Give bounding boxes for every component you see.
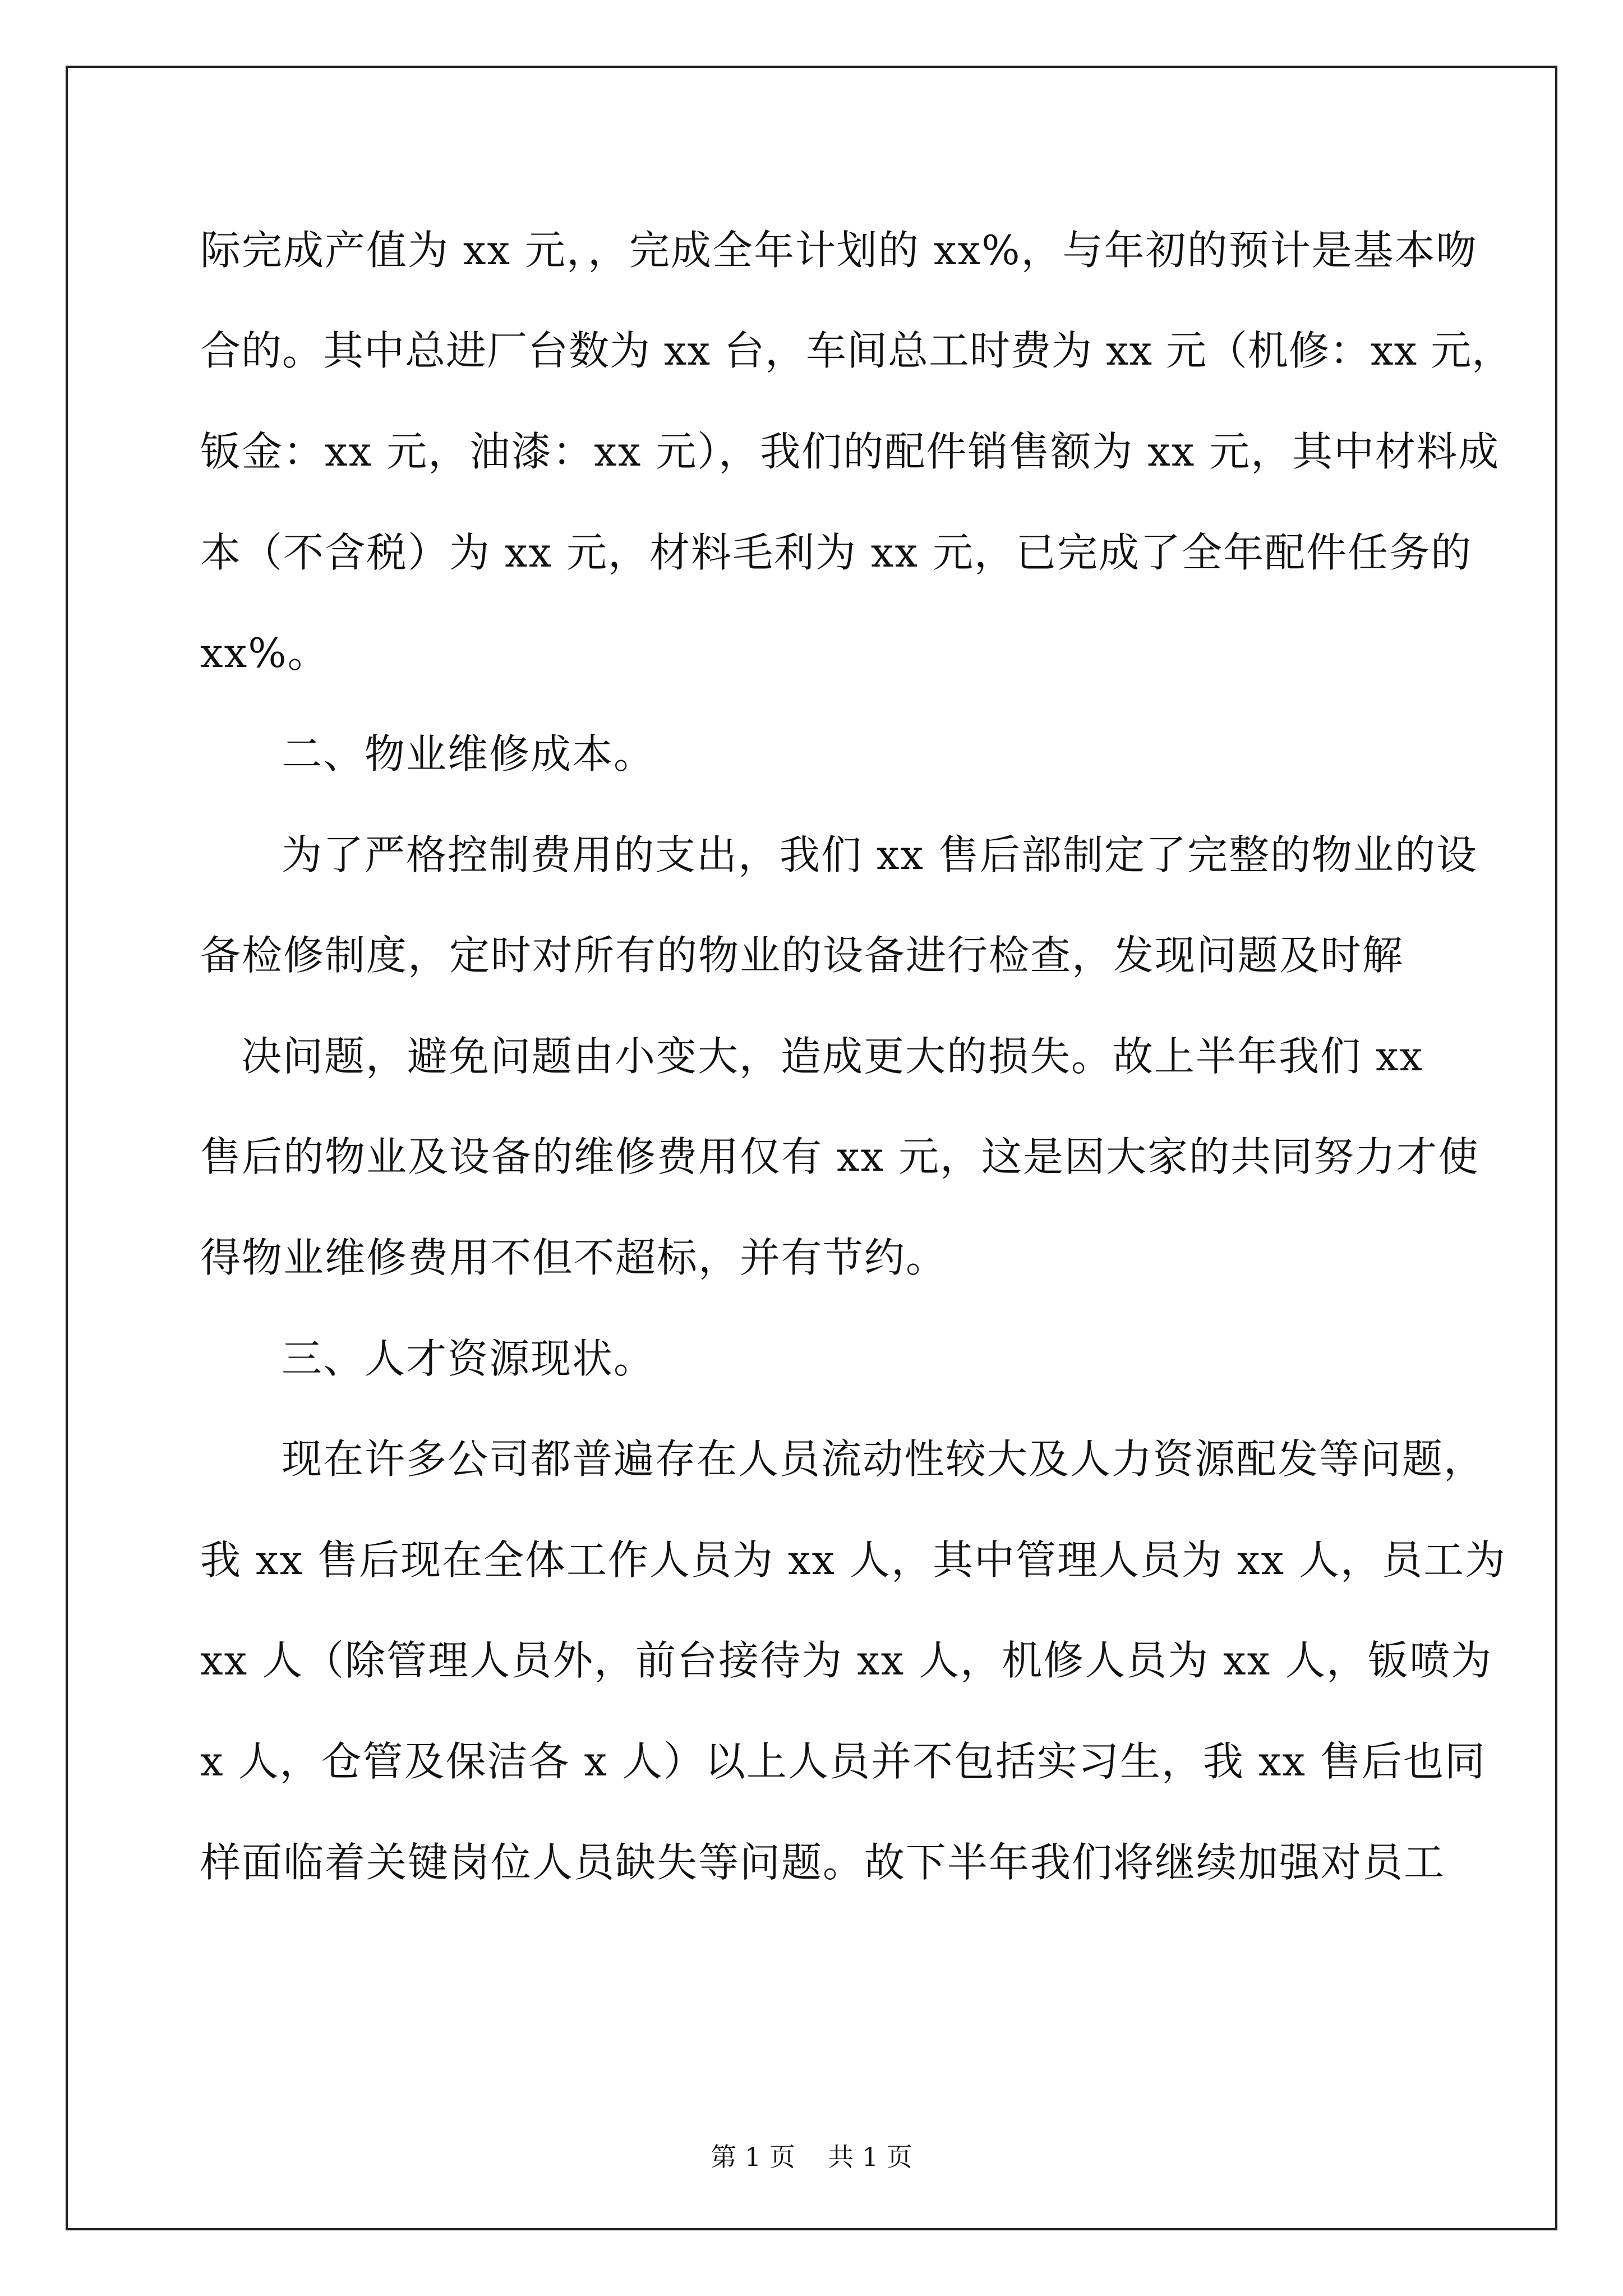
section-heading: 二、物业维修成本。	[282, 730, 656, 777]
section-heading: 三、人才资源现状。	[282, 1335, 656, 1382]
body-line: 我 xx 售后现在全体工作人员为 xx 人，其中管理人员为 xx 人，员工为	[200, 1536, 1506, 1584]
body-line: 得物业维修费用不但不超标，并有节约。	[200, 1234, 948, 1281]
body-line: 为了严格控制费用的支出，我们 xx 售后部制定了完整的物业的设	[282, 831, 1478, 878]
body-line: 合的。其中总进厂台数为 xx 台，车间总工时费为 xx 元（机修：xx 元，	[200, 327, 1513, 374]
body-line: 钣金：xx 元，油漆：xx 元），我们的配件销售额为 xx 元，其中材料成	[200, 428, 1500, 475]
body-line: x 人，仓管及保洁各 x 人）以上人员并不包括实习生，我 xx 售后也同	[200, 1738, 1486, 1785]
body-line: 际完成产值为 xx 元，，完成全年计划的 xx%，与年初的预计是基本吻	[200, 227, 1478, 274]
body-line: xx 人（除管理人员外，前台接待为 xx 人，机修人员为 xx 人，钣喷为	[200, 1637, 1493, 1684]
body-line: 本（不含税）为 xx 元，材料毛利为 xx 元，已完成了全年配件任务的	[200, 529, 1472, 576]
body-line: 售后的物业及设备的维修费用仅有 xx 元，这是因大家的共同努力才使	[200, 1133, 1479, 1180]
page-footer: 第 1 页 共 1 页	[711, 2142, 912, 2172]
body-line: 决问题，避免问题由小变大，造成更大的损失。故上半年我们 xx	[241, 1033, 1424, 1080]
body-line: xx%。	[200, 629, 329, 677]
body-line: 样面临着关键岗位人员缺失等问题。故下半年我们将继续加强对员工	[200, 1839, 1446, 1886]
body-line: 现在许多公司都普遍存在人员流动性较大及人力资源配发等问题，	[282, 1435, 1486, 1483]
body-line: 备检修制度，定时对所有的物业的设备进行检查，发现问题及时解	[200, 932, 1404, 979]
